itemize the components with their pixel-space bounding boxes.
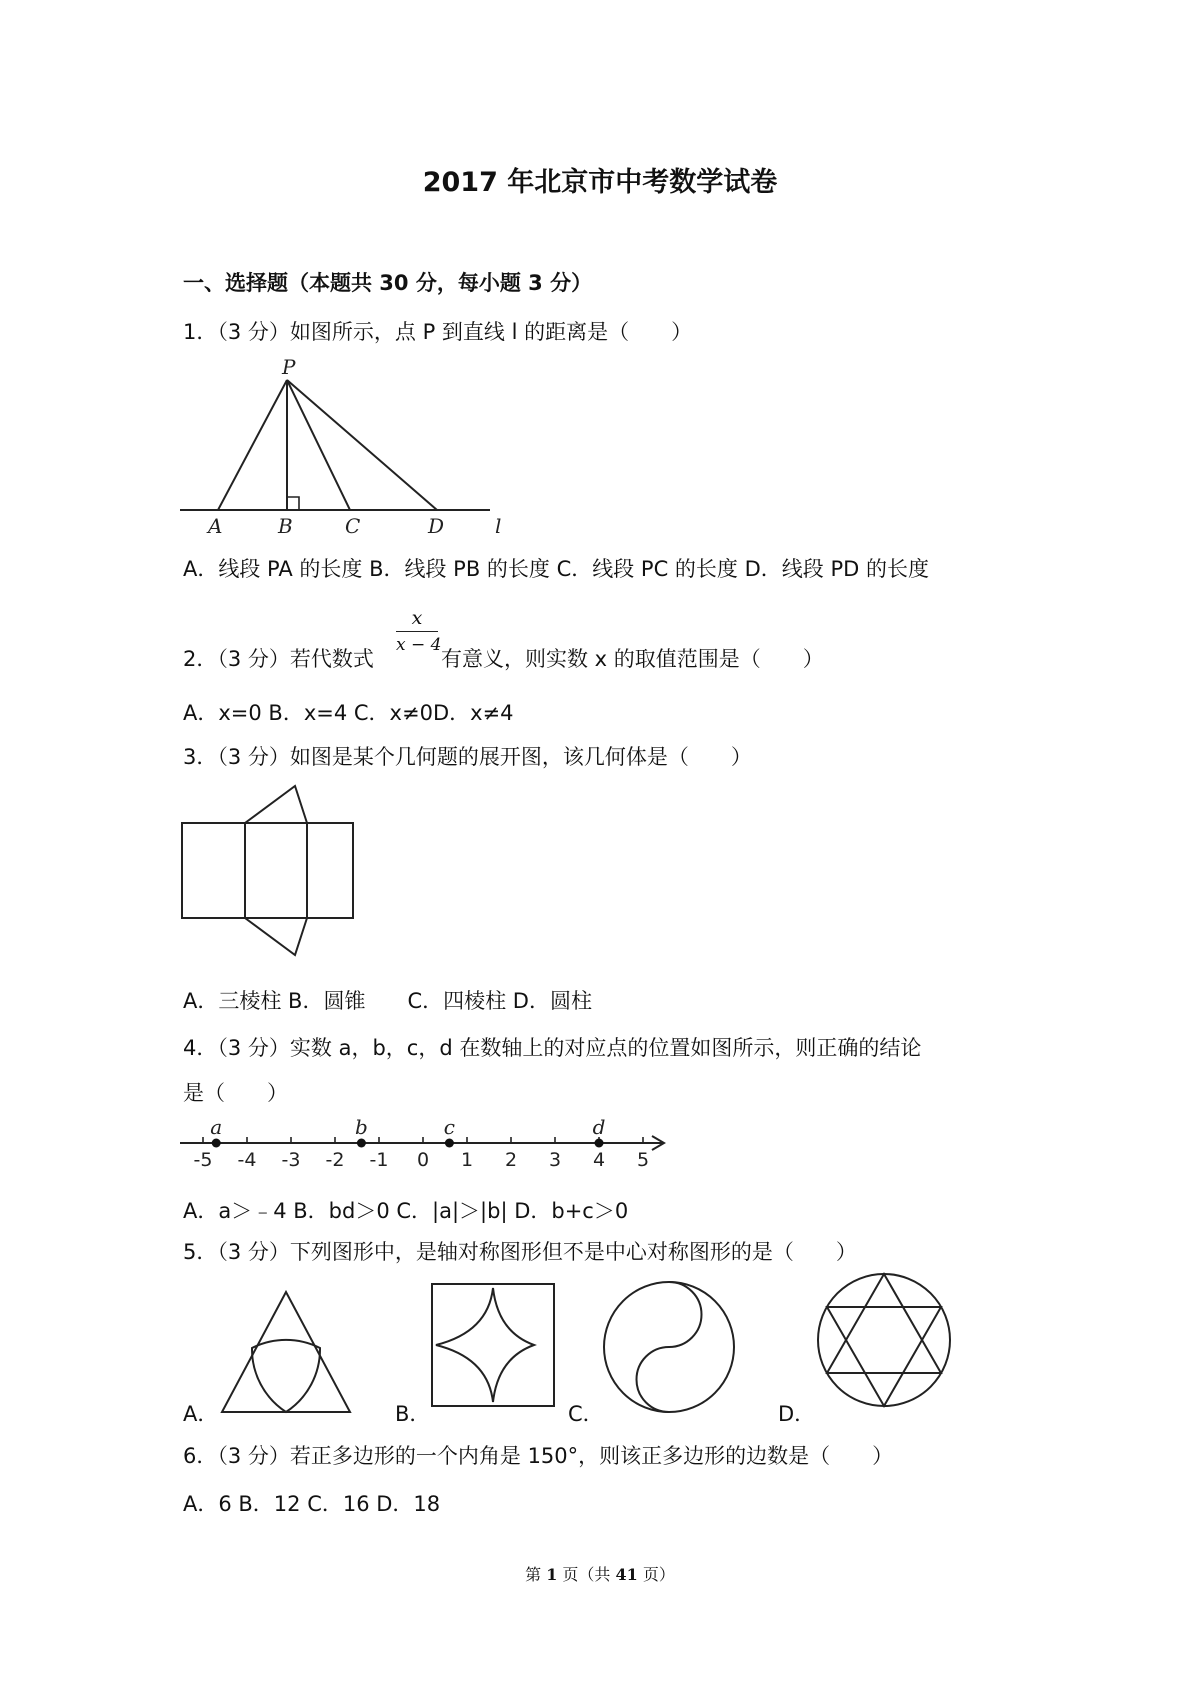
question-2-stem-before: 2．（3 分）若代数式 (183, 647, 374, 671)
question-5-option-c-label: C． (568, 1402, 604, 1426)
figure-yin-yang-circle (600, 1278, 740, 1418)
question-2-stem-after: 有意义，则实数 x 的取值范围是（ ） (441, 647, 824, 671)
number-line-tick-label: -3 (281, 1149, 301, 1171)
question-3-stem: 3．（3 分）如图是某个几何题的展开图，该几何体是（ ） (183, 745, 752, 769)
number-line-point-label-c: c (443, 1115, 456, 1139)
page-footer (0, 1562, 1200, 1585)
figure-triangle-with-arcs (218, 1288, 358, 1418)
number-line-tick-label: -1 (369, 1149, 389, 1171)
question-1-figure (180, 355, 520, 540)
number-line-tick-label: 4 (592, 1149, 606, 1171)
question-3-net-figure (180, 783, 360, 963)
number-line-tick-label: 1 (460, 1149, 474, 1171)
number-line-tick-label: 2 (504, 1149, 518, 1171)
question-5-stem: 5．（3 分）下列图形中，是轴对称图形但不是中心对称图形的是（ ） (183, 1240, 857, 1264)
question-2-fraction (396, 607, 442, 655)
fraction-numerator: x (411, 607, 423, 629)
number-line-point-a (212, 1139, 221, 1148)
number-line-tick-label: 0 (416, 1149, 430, 1171)
number-line-point-c (445, 1139, 454, 1148)
number-line-point-label-a: a (210, 1115, 223, 1139)
question-6-stem: 6．（3 分）若正多边形的一个内角是 150°，则该正多边形的边数是（ ） (183, 1444, 894, 1468)
number-line-point-label-b: b (354, 1115, 368, 1139)
question-4-stem-line-1: 4．（3 分）实数 a，b，c，d 在数轴上的对应点的位置如图所示，则正确的结论 (183, 1036, 922, 1060)
label-b: B (278, 514, 293, 538)
footer-total-pages: 41 (615, 1565, 638, 1584)
number-line-point-b (357, 1139, 366, 1148)
number-line-tick-label: -5 (193, 1149, 213, 1171)
question-1-stem: 1．（3 分）如图所示，点 P 到直线 l 的距离是（ ） (183, 320, 693, 344)
question-1-options: A．线段 PA 的长度 B．线段 PB 的长度 C．线段 PC 的长度 D．线段 PD 的长度 (183, 557, 929, 581)
label-l: l (495, 514, 502, 538)
label-a: A (208, 514, 223, 538)
figure-square-with-star (430, 1282, 560, 1412)
question-3-options: A．三棱柱 B．圆锥 C．四棱柱 D．圆柱 (183, 989, 592, 1013)
number-line-tick-label: 3 (548, 1149, 562, 1171)
number-line-point-d (595, 1139, 604, 1148)
number-line-tick-label: -4 (237, 1149, 257, 1171)
footer-prefix: 第 (525, 1565, 547, 1584)
question-6-options: A．6 B．12 C．16 D．18 (183, 1492, 441, 1516)
question-5-option-d-label: D． (778, 1402, 816, 1426)
question-4-stem-line-2: 是（ ） (183, 1081, 288, 1105)
number-line-tick-label: 5 (636, 1149, 650, 1171)
question-5-option-b-label: B． (395, 1402, 431, 1426)
question-2-options: A．x=0 B．x=4 C．x≠0D．x≠4 (183, 701, 514, 725)
section-heading: 一、选择题（本题共 30 分，每小题 3 分） (183, 271, 593, 295)
figure-hexagram-in-circle (814, 1270, 954, 1410)
fraction-denominator: x − 4 (396, 635, 442, 655)
label-p: P (282, 355, 296, 379)
question-4-options: A．a＞﹣4 B．bd＞0 C．|a|＞|b| D．b+c＞0 (183, 1199, 629, 1223)
question-4-number-line (180, 1112, 670, 1172)
label-c: C (345, 514, 361, 538)
question-5-option-a-label: A． (183, 1402, 219, 1426)
number-line-tick-label: -2 (325, 1149, 345, 1171)
fraction-bar (396, 631, 438, 632)
page-title: 2017 年北京市中考数学试卷 (422, 167, 778, 198)
footer-page-number: 1 (546, 1565, 558, 1584)
label-d: D (428, 514, 445, 538)
number-line-point-label-d: d (592, 1115, 606, 1139)
footer-middle: 页（共 (557, 1565, 616, 1584)
footer-suffix: 页） (637, 1565, 675, 1584)
